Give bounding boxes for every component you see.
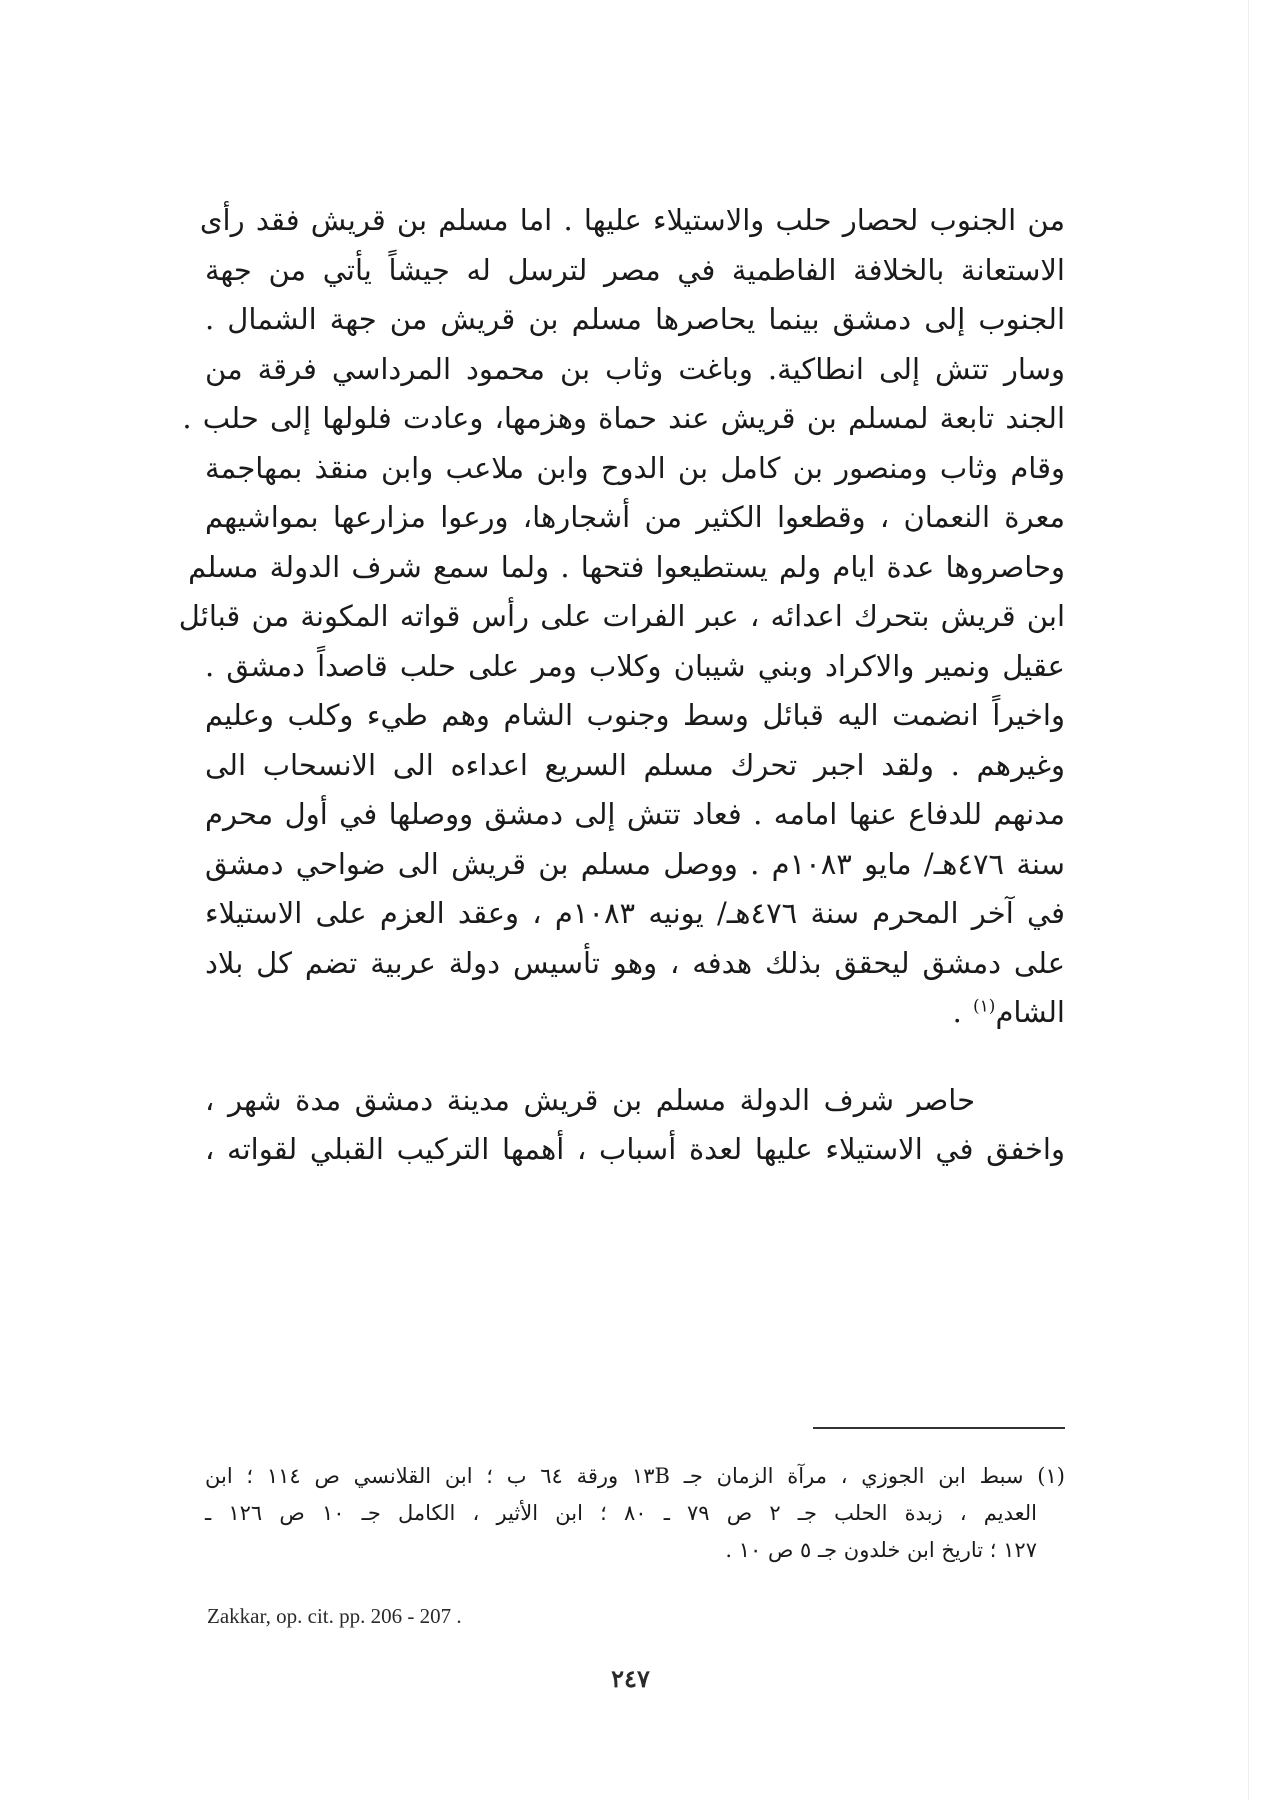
body-line: مدنهم للدفاع عنها امامه . فعاد تتش إلى دمشق ووصلها في أول محرم (205, 797, 1065, 831)
footnote-separator-rule (813, 1427, 1065, 1429)
body-line: الجنوب إلى دمشق بينما يحاصرها مسلم بن قريش من جهة الشمال . (205, 302, 1065, 336)
body-line: واخفق في الاستيلاء عليها لعدة أسباب ، أهمها التركيب القبلي لقواته ، (205, 1132, 1065, 1166)
final-word: الشام (995, 995, 1065, 1029)
paragraph-spacer (205, 1038, 1065, 1076)
final-punctuation: . (952, 995, 974, 1029)
footnote-reference-1[interactable]: (١) (973, 996, 996, 1017)
body-line-indented: حاصر شرف الدولة مسلم بن قريش مدينة دمشق مدة شهر ، (205, 1082, 975, 1117)
latin-reference: Zakkar, op. cit. pp. 206 - 207 . (207, 1604, 462, 1628)
footnote-line: ١٢٧ ؛ تاريخ ابن خلدون جـ ٥ ص ١٠ . (725, 1538, 1037, 1562)
body-line-final (205, 988, 1065, 1038)
body-line: من الجنوب لحصار حلب والاستيلاء عليها . اما مسلم بن قريش فقد رأى (199, 203, 1065, 237)
footnote-line: (١) سبط ابن الجوزي ، مرآة الزمان جـ ١٣B ورقة ٦٤ ب ؛ ابن القلانسي ص ١١٤ ؛ ابن (205, 1464, 1065, 1488)
body-line: في آخر المحرم سنة ٤٧٦هـ/ يونيه ١٠٨٣م ، وعقد العزم على الاستيلاء (205, 896, 1066, 930)
paragraph-2 (205, 1076, 1065, 1175)
page-edge-shadow (1248, 0, 1249, 1800)
footnotes-section (205, 1458, 1065, 1569)
body-line: الجند تابعة لمسلم بن قريش عند حماة وهزمها، وعادت فلولها إلى حلب . (182, 401, 1065, 435)
body-line: واخيراً انضمت اليه قبائل وسط وجنوب الشام وهم طيء وكلب وعليم (205, 698, 1065, 732)
footnote-line: العديم ، زبدة الحلب جـ ٢ ص ٧٩ ـ ٨٠ ؛ ابن الأثير ، الكامل جـ ١٠ ص ١٢٦ ـ (205, 1501, 1037, 1525)
body-line: معرة النعمان ، وقطعوا الكثير من أشجارها، ورعوا مزارعها بمواشيهم (205, 500, 1065, 534)
paragraph-1 (178, 196, 1066, 1038)
body-line: وسار تتش إلى انطاكية. وباغت وثاب بن محمود المرداسي فرقة من (205, 351, 1065, 386)
body-line: ابن قريش بتحرك اعدائه ، عبر الفرات على رأس قواته المكونة من قبائل (178, 599, 1065, 633)
body-line: سنة ٤٧٦هـ/ مايو ١٠٨٣م . ووصل مسلم بن قريش الى ضواحي دمشق (205, 846, 1065, 881)
body-line: على دمشق ليحقق بذلك هدفه ، وهو تأسيس دولة عربية تضم كل بلاد (205, 945, 1065, 980)
body-line: الاستعانة بالخلافة الفاطمية في مصر لترسل له جيشاً يأتي من جهة (205, 252, 1065, 287)
body-line: وغيرهم . ولقد اجبر تحرك مسلم السريع اعداءه الى الانسحاب الى (205, 747, 1065, 782)
body-line: عقيل ونمير والاكراد وبني شيبان وكلاب ومر على حلب قاصداً دمشق . (205, 648, 1065, 683)
body-line: وقام وثاب ومنصور بن كامل بن الدوح وابن ملاعب وابن منقذ بمهاجمة (205, 450, 1065, 485)
page-number: ٢٤٧ (611, 1664, 650, 1693)
body-line: وحاصروها عدة ايام ولم يستطيعوا فتحها . ولما سمع شرف الدولة مسلم (188, 549, 1065, 584)
main-body-text (178, 196, 1066, 1175)
